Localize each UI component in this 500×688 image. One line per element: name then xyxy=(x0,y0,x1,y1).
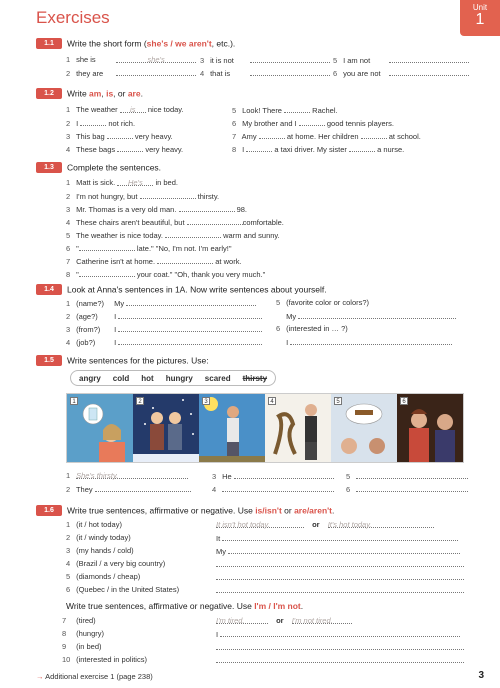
exercise-1-5-header xyxy=(36,355,209,366)
exercise-1-1-header xyxy=(36,38,235,49)
exercise-item: 2 (age?) I xyxy=(66,311,262,321)
exercise-item: 4 xyxy=(212,484,334,494)
sub-instruction: Write true sentences, affirmative or negative. Use I'm / I'm not. xyxy=(66,601,304,611)
answer-blank[interactable] xyxy=(228,546,460,554)
exercise-item: 2 They xyxy=(66,484,191,494)
picture-number: 3 xyxy=(202,397,210,405)
exercise-item: 4 (Brazil / a very big country) xyxy=(66,559,166,568)
word: angry xyxy=(79,374,101,383)
answer-line: I xyxy=(216,629,460,639)
word: hungry xyxy=(165,374,193,383)
picture-number: 4 xyxy=(268,397,276,405)
answer-blank[interactable] xyxy=(79,269,135,277)
answer-blank[interactable] xyxy=(284,105,310,113)
picture-number: 2 xyxy=(136,397,144,405)
word: scared xyxy=(204,374,231,383)
exercise-item: 4 (job?) I xyxy=(66,337,262,347)
answer-line: It xyxy=(216,533,458,543)
answer-blank[interactable] xyxy=(356,484,468,492)
answer-blank[interactable] xyxy=(356,471,468,479)
word: hot xyxy=(141,374,154,383)
answer-blank[interactable] xyxy=(216,655,464,663)
page-title: Exercises xyxy=(36,8,110,27)
exercise-item: 3 He xyxy=(212,471,334,481)
exercise-item: 2 (it / windy today) xyxy=(66,533,131,542)
exercise-item: 6 xyxy=(346,484,468,494)
exercise-item: 5 (favorite color or colors?) xyxy=(276,298,370,307)
exercise-item: 8 (hungry) xyxy=(62,629,105,638)
exercise-item: 5 (diamonds / cheap) xyxy=(66,572,141,581)
answer-blank[interactable]: she's xyxy=(116,55,196,63)
answer-line xyxy=(216,585,464,595)
picture-hot-man xyxy=(199,394,265,463)
word: cold xyxy=(112,374,130,383)
exercise-item: 6 " late." "No, I'm not. I'm early!" xyxy=(66,244,232,253)
picture-cold-people xyxy=(133,394,199,463)
exercise-title: Look at Anna's sentences in 1A. Now write sentences about yourself. xyxy=(67,284,327,295)
answer-line: My xyxy=(216,546,460,556)
exercise-item: 7 (tired) xyxy=(62,616,96,625)
answer-blank[interactable]: I'm tired. xyxy=(216,616,268,624)
answer-blank[interactable] xyxy=(165,230,221,238)
exercise-item: 3 Mr. Thomas is a very old man. 98. xyxy=(66,205,248,214)
exercise-badge: 1.1 xyxy=(36,38,62,49)
answer-blank[interactable] xyxy=(290,337,452,345)
exercise-title: Write sentences for the pictures. Use: xyxy=(67,355,209,366)
answer-blank[interactable] xyxy=(250,55,330,63)
exercise-item: 8 " your coat." "Oh, thank you very much." xyxy=(66,270,266,279)
answer-blank[interactable] xyxy=(216,585,464,593)
exercise-item: 7 Amy at home. Her children at school. xyxy=(232,132,421,141)
answer-blank[interactable] xyxy=(299,118,325,126)
answer-line: I'm tired. or I'm not tired. xyxy=(216,616,352,625)
exercise-item: 3 it is not xyxy=(200,55,330,65)
exercise-item: 3 (from?) I xyxy=(66,324,262,334)
answer-blank[interactable] xyxy=(95,484,191,492)
exercise-item: 2 they are xyxy=(66,68,196,78)
picture-scared-man xyxy=(265,394,331,463)
exercise-item: 5 The weather is nice today. warm and sunny. xyxy=(66,231,280,240)
answer-blank[interactable] xyxy=(389,68,469,76)
answer-blank[interactable] xyxy=(216,572,464,580)
answer-line: It isn't hot today. or It's hot today. xyxy=(216,520,434,529)
answer-blank[interactable] xyxy=(118,324,262,332)
answer-blank[interactable] xyxy=(389,55,469,63)
exercise-title: Write true sentences, affirmative or negative. Use is/isn't or are/aren't. xyxy=(67,505,335,516)
answer-blank[interactable] xyxy=(361,131,387,139)
answer-blank[interactable] xyxy=(79,243,135,251)
exercise-item: 4 These chairs aren't beautiful, but comfortable. xyxy=(66,218,284,227)
answer-blank[interactable] xyxy=(216,642,464,650)
unit-tab xyxy=(460,0,500,36)
answer-line xyxy=(216,642,464,652)
exercise-item: 1 (it / hot today) xyxy=(66,520,122,529)
picture-angry-people xyxy=(397,394,464,463)
exercise-item: 7 Catherine isn't at home. at work. xyxy=(66,257,242,266)
answer-blank[interactable] xyxy=(222,484,334,492)
answer-line xyxy=(216,572,464,582)
exercise-title: Complete the sentences. xyxy=(67,162,162,173)
answer-blank[interactable] xyxy=(222,533,458,541)
exercise-item: 6 My brother and I good tennis players. xyxy=(232,119,395,128)
exercise-item: 9 (in bed) xyxy=(62,642,102,651)
exercise-item: 1 She's thirsty. xyxy=(66,471,188,480)
exercise-item: 3 This bag very heavy. xyxy=(66,132,173,141)
answer-blank[interactable] xyxy=(349,144,375,152)
exercise-title: Write the short form (she's / we aren't, etc.). xyxy=(67,38,236,49)
exercise-1-3-header xyxy=(36,162,161,173)
answer-line xyxy=(216,655,464,665)
exercise-item: 4 These bags very heavy. xyxy=(66,145,184,154)
additional-exercise-link[interactable]: → Additional exercise 1 (page 238) xyxy=(36,672,153,681)
word-used: thirsty xyxy=(242,374,268,383)
exercise-item: 6 (interested in … ?) xyxy=(276,324,348,333)
picture-number: 5 xyxy=(334,397,342,405)
exercise-item: 1 The weather is nice today. xyxy=(66,105,184,114)
exercise-badge: 1.2 xyxy=(36,88,62,99)
answer-blank[interactable] xyxy=(246,144,272,152)
exercise-1-4-header xyxy=(36,284,327,295)
exercise-item: I xyxy=(276,337,452,347)
answer-blank[interactable] xyxy=(259,131,285,139)
exercise-item: 3 (my hands / cold) xyxy=(66,546,134,555)
unit-label: Unit xyxy=(472,3,488,12)
answer-blank[interactable]: I'm not tired. xyxy=(292,616,352,624)
answer-blank[interactable] xyxy=(220,629,460,637)
answer-line xyxy=(216,559,464,569)
arrow-right-icon: → xyxy=(36,672,44,681)
answer-blank[interactable]: It isn't hot today. xyxy=(216,520,304,528)
answer-blank[interactable] xyxy=(140,191,196,199)
unit-number: 1 xyxy=(475,11,485,28)
answer-blank[interactable] xyxy=(157,256,213,264)
exercise-1-2-header xyxy=(36,88,143,99)
picture-number: 6 xyxy=(400,397,408,405)
answer-blank[interactable] xyxy=(298,311,456,319)
answer-blank[interactable] xyxy=(80,118,106,126)
exercise-badge: 1.5 xyxy=(36,355,62,366)
exercise-item: 2 I not rich. xyxy=(66,119,136,128)
answer-blank[interactable]: He's xyxy=(117,178,153,186)
answer-blank[interactable] xyxy=(187,217,243,225)
exercise-item: 5 Look! There Rachel. xyxy=(232,106,338,115)
exercise-item: 5 xyxy=(346,471,468,481)
exercise-item: 4 that is xyxy=(200,68,330,78)
exercise-item: 2 I'm not hungry, but thirsty. xyxy=(66,192,220,201)
answer-blank[interactable] xyxy=(107,131,133,139)
picture-strip xyxy=(66,393,464,463)
exercise-badge: 1.6 xyxy=(36,505,62,516)
answer-blank[interactable] xyxy=(234,471,334,479)
answer-blank[interactable] xyxy=(179,204,235,212)
answer-blank[interactable] xyxy=(126,298,256,306)
answer-blank[interactable] xyxy=(216,559,464,567)
word-box xyxy=(70,370,276,386)
exercise-badge: 1.4 xyxy=(36,284,62,295)
exercise-1-6-header xyxy=(36,505,334,516)
answer-blank[interactable] xyxy=(116,68,196,76)
answer-blank[interactable] xyxy=(250,68,330,76)
picture-hungry-plate xyxy=(331,394,397,463)
exercise-item: 6 you are not xyxy=(333,68,469,78)
exercise-title: Write am, is, or are. xyxy=(67,88,143,99)
answer-blank[interactable]: She's thirsty. xyxy=(76,471,188,479)
exercise-item: My xyxy=(276,311,456,321)
exercise-item: 1 (name?) My xyxy=(66,298,256,308)
picture-number: 1 xyxy=(70,397,78,405)
exercise-item: 1 she is she's xyxy=(66,55,196,64)
exercise-item: 6 (Quebec / in the United States) xyxy=(66,585,180,594)
answer-blank[interactable] xyxy=(118,337,262,345)
picture-thirsty-woman xyxy=(67,394,133,463)
answer-blank[interactable] xyxy=(117,144,143,152)
answer-blank[interactable]: It's hot today. xyxy=(328,520,434,528)
exercise-item: 5 I am not xyxy=(333,55,469,65)
exercise-item: 10 (interested in politics) xyxy=(62,655,147,664)
exercise-item: 1 Matt is sick. He's in bed. xyxy=(66,178,178,187)
answer-blank[interactable]: is xyxy=(120,105,146,113)
exercise-item: 8 I a taxi driver. My sister a nurse. xyxy=(232,145,405,154)
exercise-badge: 1.3 xyxy=(36,162,62,173)
answer-blank[interactable] xyxy=(118,311,262,319)
page-number: 3 xyxy=(478,670,484,681)
